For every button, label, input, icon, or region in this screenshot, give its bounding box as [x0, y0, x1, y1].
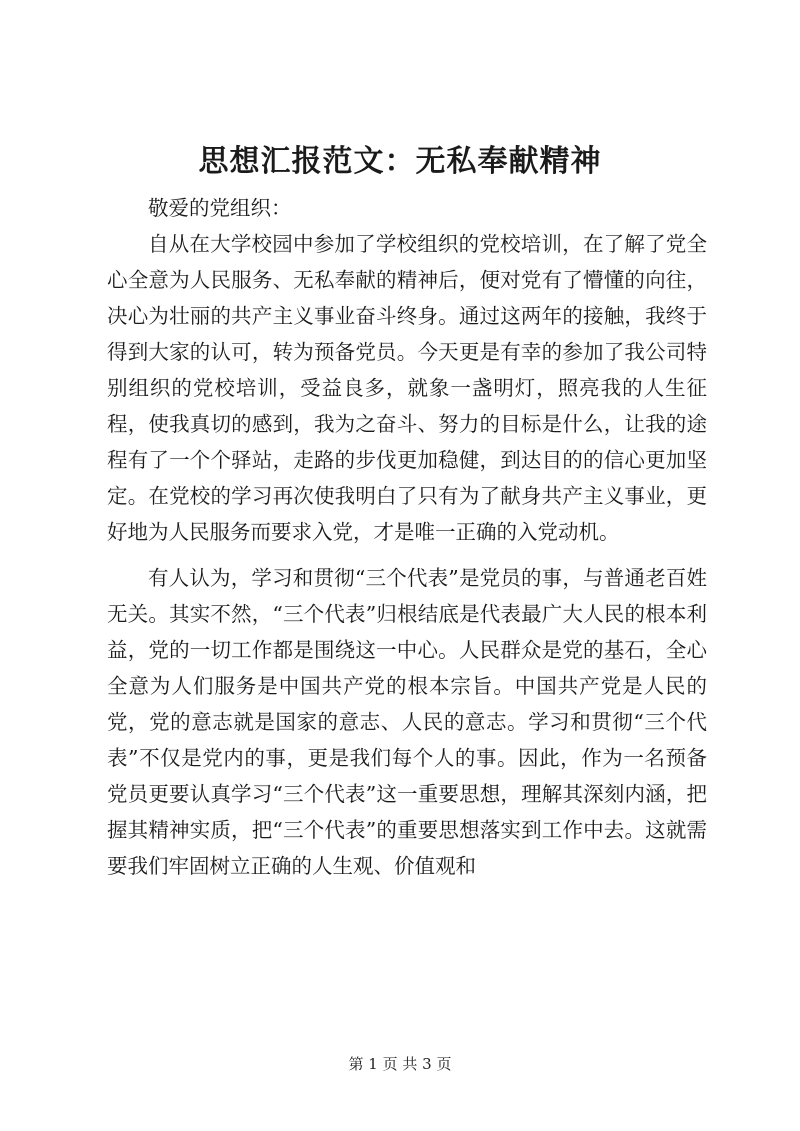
paragraph-1: 自从在大学校园中参加了学校组织的党校培训，在了解了党全心全意为人民服务、无私奉献的精神后，便对党有了懵懂的向往，决心为壮丽的共产主义事业奋斗终身。通过这两年的接触，我终于得到大家的认可，转为预备党员。今天更是有幸的参加了我公司特别组织的党校培训，受益良多，就象一盏明灯，照亮我的人生征程，使我真切的感到，我为之奋斗、努力的目标是什么，让我的途程有了一个个驿站，走路的步伐更加稳健，到达目的的信心更加坚定。在党校的学习再次使我明白了只有为了献身共产主义事业，更好地为人民服务而要求入党，才是唯一正确的入党动机。 [107, 232, 707, 544]
paragraph-2: 有人认为，学习和贯彻“三个代表”是党员的事，与普通老百姓无关。其实不然，“三个代表”归根结底是代表最广大人民的根本利益，党的一切工作都是围绕这一中心。人民群众是党的基石，全心全意为人们服务是中国共产党的根本宗旨。中国共产党是人民的党，党的意志就是国家的意志、人民的意志。学习和贯彻“三个代表”不仅是党内的事，更是我们每个人的事。因此，作为一名预备党员更要认真学习“三个代表”这一重要思想，理解其深刻内涵，把握其精神实质，把“三个代表”的重要思想落实到工作中去。这就需要我们牢固树立正确的人生观、价值观和 [107, 566, 707, 878]
document-body [107, 190, 707, 884]
page-footer: 第 1 页 共 3 页 [348, 1055, 452, 1073]
salutation: 敬爱的党组织： [148, 196, 292, 220]
document-title: 思想汇报范文：无私奉献精神 [198, 144, 602, 179]
